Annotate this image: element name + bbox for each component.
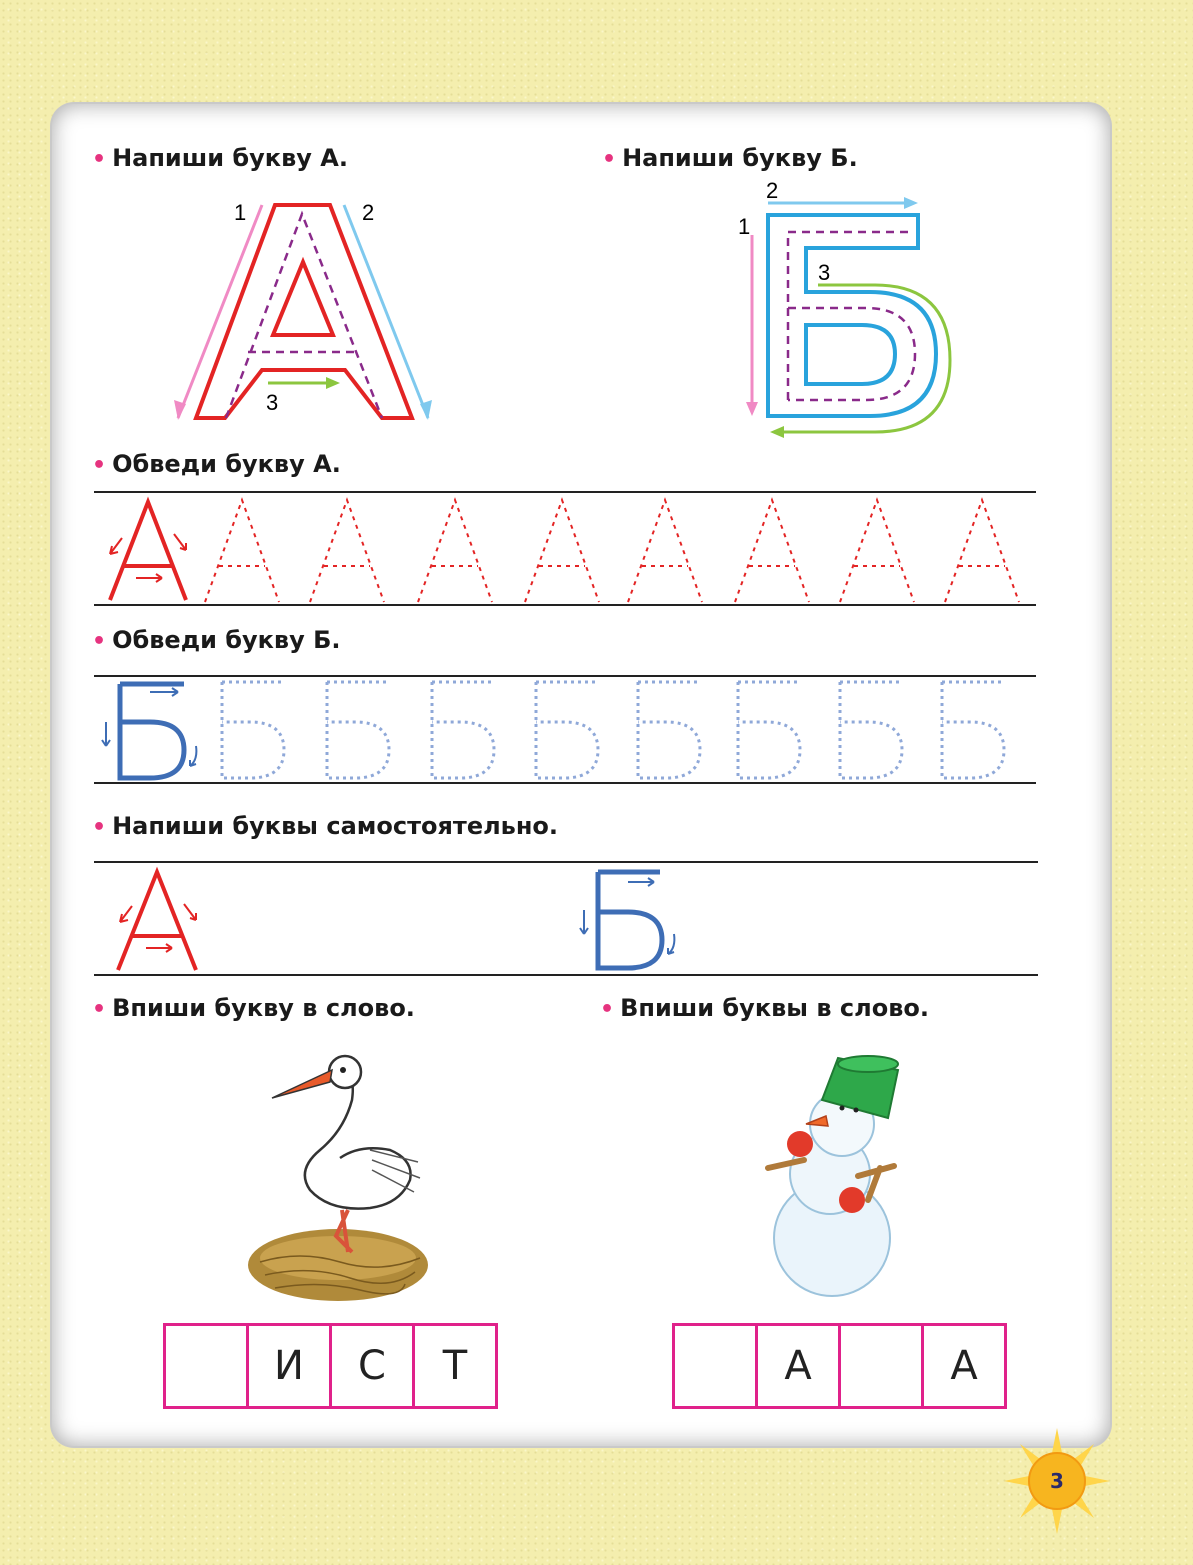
bullet-icon: • xyxy=(600,997,615,1022)
letter-box: А xyxy=(758,1326,841,1406)
task-write-a-label: Напиши букву А. xyxy=(112,144,348,172)
bullet-icon: • xyxy=(602,147,617,172)
bullet-icon: • xyxy=(92,453,107,478)
page-number: 3 xyxy=(1050,1469,1064,1493)
stroke-number: 1 xyxy=(234,200,247,225)
letter-box: А xyxy=(950,1343,978,1389)
task-fill-letters-label: Впиши буквы в слово. xyxy=(620,994,929,1022)
stroke-number: 2 xyxy=(766,178,779,203)
task-write-b-label: Напиши букву Б. xyxy=(622,144,858,172)
letter-box: И xyxy=(249,1326,332,1406)
task-fill-letter-label: Впиши букву в слово. xyxy=(112,994,415,1022)
letter-box: Т xyxy=(442,1343,468,1389)
stroke-number: 3 xyxy=(818,260,831,285)
task-write-self-label: Напиши буквы самостоятельно. xyxy=(112,812,559,840)
bullet-icon: • xyxy=(92,997,107,1022)
stroke-number: 1 xyxy=(738,214,751,239)
letter-box: С xyxy=(332,1326,415,1406)
bullet-icon: • xyxy=(92,147,107,172)
stroke-number: 3 xyxy=(266,390,279,415)
stroke-number: 2 xyxy=(362,200,375,225)
bullet-icon: • xyxy=(92,629,107,654)
task-trace-a-label: Обведи букву А. xyxy=(112,450,341,478)
task-trace-b-label: Обведи букву Б. xyxy=(112,626,341,654)
bullet-icon: • xyxy=(92,815,107,840)
